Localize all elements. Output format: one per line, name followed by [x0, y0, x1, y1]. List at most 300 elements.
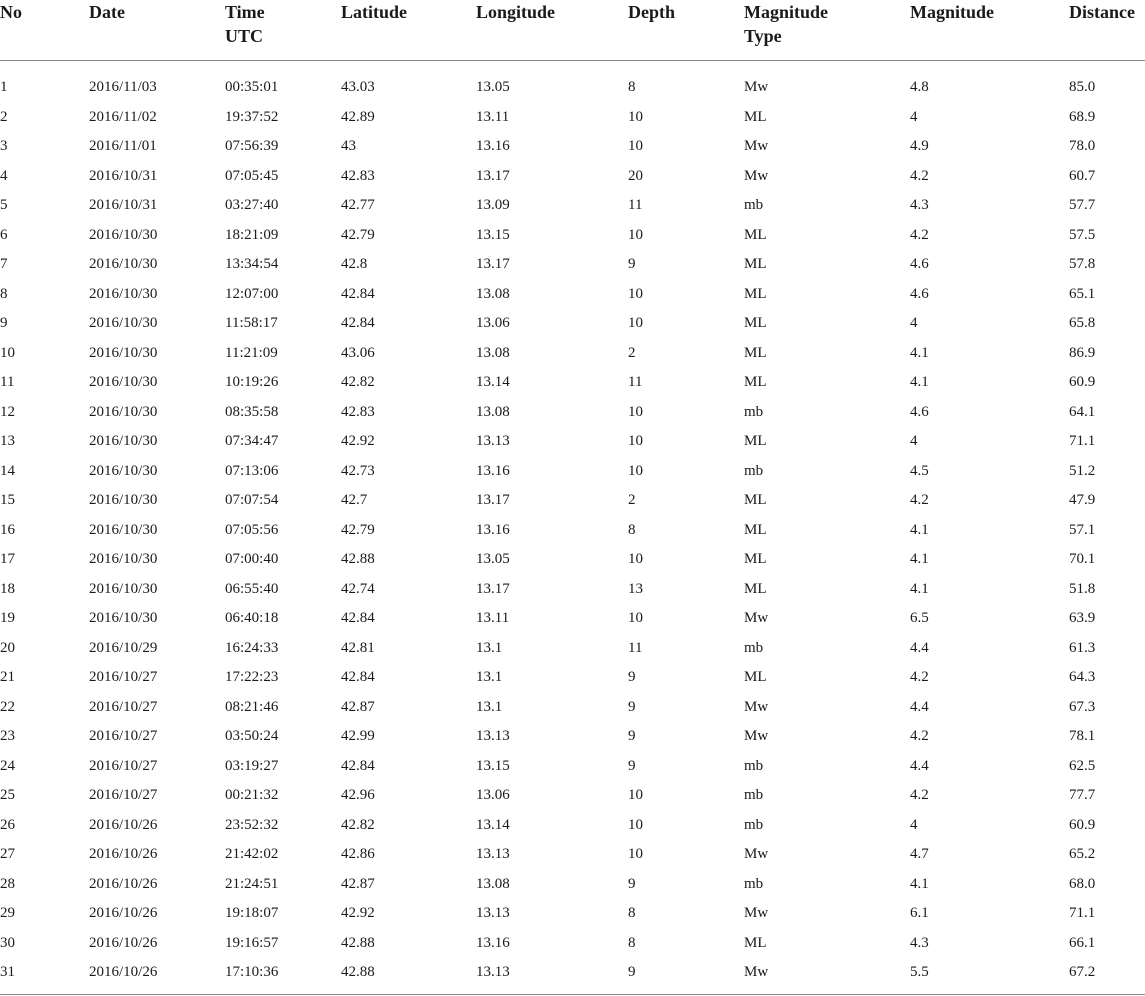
cell-longitude: 13.08 [476, 875, 510, 892]
table-row [0, 132, 1145, 162]
cell-longitude: 13.14 [476, 374, 510, 391]
table-row [0, 427, 1145, 457]
table-row [0, 162, 1145, 192]
cell-longitude: 13.1 [476, 698, 503, 715]
cell-latitude: 42.82 [341, 816, 375, 833]
cell-latitude: 42.87 [341, 875, 375, 892]
cell-depth: 10 [628, 610, 643, 627]
table-row [0, 191, 1145, 221]
header-date [89, 0, 225, 61]
cell-time-utc: 00:21:32 [225, 787, 279, 804]
cell-no: 22 [0, 698, 15, 715]
cell-magnitude-type: Mw [744, 79, 769, 96]
cell-magnitude: 6.1 [910, 905, 929, 922]
cell-no: 13 [0, 433, 15, 450]
cell-magnitude: 5.5 [910, 958, 1069, 994]
cell-no: 27 [0, 846, 15, 863]
table-row [0, 929, 1145, 959]
cell-magnitude-type: ML [744, 108, 767, 125]
cell-depth: 9 [628, 728, 636, 745]
cell-magnitude: 4.1 [910, 551, 929, 568]
cell-depth: 10 [628, 108, 643, 125]
header-label: Magnitude [910, 2, 995, 22]
header-label: Magnitude Type [744, 2, 829, 46]
cell-date: 2016/11/02 [89, 108, 157, 125]
table-row [0, 722, 1145, 752]
cell-magnitude: 4 [910, 315, 918, 332]
table-row [0, 840, 1145, 870]
header-time-utc [225, 0, 341, 61]
cell-magnitude: 4.2 [910, 669, 929, 686]
cell-magnitude-type: ML [744, 256, 767, 273]
cell-depth: 11 [628, 197, 643, 214]
cell-longitude: 13.15 [476, 226, 510, 243]
cell-time-utc: 07:00:40 [225, 551, 279, 568]
cell-magnitude-type: mb [744, 639, 764, 656]
cell-no: 26 [0, 816, 15, 833]
cell-latitude: 42.79 [341, 521, 375, 538]
table-row [0, 545, 1145, 575]
cell-longitude: 13.06 [476, 787, 510, 804]
cell-no: 6 [0, 226, 8, 243]
cell-latitude: 43 [341, 138, 356, 155]
cell-date: 2016/11/03 [89, 79, 157, 96]
cell-no: 4 [0, 167, 8, 184]
cell-depth: 10 [628, 462, 643, 479]
cell-depth: 11 [628, 374, 643, 391]
cell-latitude: 42.99 [341, 728, 375, 745]
cell-latitude: 42.88 [341, 958, 476, 994]
cell-time-utc: 07:07:54 [225, 492, 279, 509]
cell-magnitude-type: mb [744, 787, 764, 804]
cell-distance: 77.7 [1069, 787, 1096, 804]
cell-distance: 65.8 [1069, 315, 1096, 332]
cell-distance: 68.9 [1069, 108, 1096, 125]
cell-longitude: 13.13 [476, 433, 510, 450]
cell-no: 11 [0, 374, 15, 391]
cell-date: 2016/10/30 [89, 521, 158, 538]
cell-depth: 10 [628, 816, 643, 833]
cell-distance: 62.5 [1069, 757, 1096, 774]
header-longitude [476, 0, 628, 61]
cell-date: 2016/10/30 [89, 551, 158, 568]
table-row [0, 604, 1145, 634]
cell-longitude: 13.17 [476, 580, 510, 597]
cell-distance: 78.1 [1069, 728, 1096, 745]
cell-longitude: 13.05 [476, 79, 510, 96]
header-no [0, 0, 89, 61]
table-row [0, 516, 1145, 546]
cell-date: 2016/10/29 [89, 639, 158, 656]
cell-magnitude-type: ML [744, 285, 767, 302]
header-label: No [0, 2, 22, 22]
cell-no: 16 [0, 521, 15, 538]
cell-depth: 10 [628, 787, 643, 804]
cell-distance: 64.1 [1069, 403, 1096, 420]
cell-no: 23 [0, 728, 15, 745]
cell-time-utc: 08:35:58 [225, 403, 279, 420]
cell-distance: 63.9 [1069, 610, 1096, 627]
cell-time-utc: 19:16:57 [225, 934, 279, 951]
header-label: Latitude [341, 2, 408, 22]
cell-time-utc: 07:05:56 [225, 521, 279, 538]
cell-depth: 9 [628, 875, 636, 892]
cell-magnitude-type: ML [744, 934, 767, 951]
table-row [0, 958, 1145, 994]
cell-date: 2016/10/30 [89, 315, 158, 332]
cell-depth: 10 [628, 226, 643, 243]
cell-magnitude: 4.1 [910, 344, 929, 361]
cell-time-utc: 07:05:45 [225, 167, 279, 184]
cell-no: 15 [0, 492, 15, 509]
cell-no: 12 [0, 403, 15, 420]
table-row [0, 693, 1145, 723]
table-row [0, 309, 1145, 339]
cell-latitude: 42.73 [341, 462, 375, 479]
cell-depth: 9 [628, 256, 636, 273]
cell-longitude: 13.1 [476, 639, 503, 656]
cell-magnitude-type: Mw [744, 728, 769, 745]
cell-date: 2016/10/26 [89, 816, 158, 833]
cell-date: 2016/10/30 [89, 374, 158, 391]
cell-date: 2016/10/31 [89, 167, 158, 184]
header-row [0, 0, 1145, 61]
table-row [0, 457, 1145, 487]
cell-latitude: 42.74 [341, 580, 375, 597]
cell-latitude: 42.7 [341, 492, 368, 509]
cell-longitude: 13.14 [476, 816, 510, 833]
cell-time-utc: 06:55:40 [225, 580, 279, 597]
cell-longitude: 13.09 [476, 197, 510, 214]
cell-depth: 10 [628, 315, 643, 332]
table-row [0, 368, 1145, 398]
cell-time-utc: 21:24:51 [225, 875, 279, 892]
cell-magnitude: 4 [910, 108, 918, 125]
cell-time-utc: 03:19:27 [225, 757, 279, 774]
cell-distance: 67.2 [1069, 958, 1145, 994]
cell-time-utc: 07:13:06 [225, 462, 279, 479]
cell-depth: 10 [628, 403, 643, 420]
cell-distance: 68.0 [1069, 875, 1096, 892]
cell-magnitude: 4.3 [910, 934, 929, 951]
cell-latitude: 42.96 [341, 787, 375, 804]
cell-distance: 66.1 [1069, 934, 1096, 951]
cell-depth: 10 [628, 433, 643, 450]
cell-date: 2016/10/30 [89, 610, 158, 627]
cell-no: 21 [0, 669, 15, 686]
header-latitude [341, 0, 476, 61]
cell-date: 2016/10/30 [89, 403, 158, 420]
cell-distance: 51.8 [1069, 580, 1096, 597]
cell-time-utc: 16:24:33 [225, 639, 279, 656]
cell-longitude: 13.1 [476, 669, 503, 686]
table-row [0, 899, 1145, 929]
cell-magnitude: 4.1 [910, 374, 929, 391]
table-body [0, 61, 1145, 995]
cell-longitude: 13.16 [476, 138, 510, 155]
cell-date: 2016/10/27 [89, 757, 158, 774]
cell-time-utc: 07:34:47 [225, 433, 279, 450]
cell-magnitude-type: Mw [744, 610, 769, 627]
cell-magnitude-type: ML [744, 521, 767, 538]
cell-latitude: 42.88 [341, 551, 375, 568]
cell-distance: 71.1 [1069, 433, 1096, 450]
cell-longitude: 13.17 [476, 256, 510, 273]
cell-time-utc: 13:34:54 [225, 256, 279, 273]
cell-depth: 2 [628, 344, 636, 361]
cell-no: 14 [0, 462, 15, 479]
table-row [0, 486, 1145, 516]
cell-depth: 9 [628, 958, 744, 994]
table-row [0, 663, 1145, 693]
cell-date: 2016/11/01 [89, 138, 157, 155]
cell-latitude: 43.03 [341, 79, 375, 96]
cell-no: 25 [0, 787, 15, 804]
cell-depth: 13 [628, 580, 643, 597]
cell-magnitude: 4.4 [910, 757, 929, 774]
cell-depth: 20 [628, 167, 643, 184]
cell-depth: 8 [628, 521, 636, 538]
cell-distance: 57.8 [1069, 256, 1096, 273]
cell-longitude: 13.17 [476, 492, 510, 509]
cell-date: 2016/10/31 [89, 197, 158, 214]
cell-latitude: 42.92 [341, 905, 375, 922]
cell-magnitude-type: mb [744, 197, 764, 214]
table-row [0, 781, 1145, 811]
cell-magnitude-type: Mw [744, 846, 769, 863]
cell-time-utc: 19:37:52 [225, 108, 279, 125]
cell-distance: 85.0 [1069, 79, 1096, 96]
cell-date: 2016/10/26 [89, 958, 225, 994]
cell-depth: 8 [628, 905, 636, 922]
cell-magnitude-type: Mw [744, 167, 769, 184]
cell-time-utc: 21:42:02 [225, 846, 279, 863]
cell-depth: 9 [628, 757, 636, 774]
header-label: Time UTC [225, 2, 265, 46]
cell-depth: 8 [628, 79, 636, 96]
cell-depth: 10 [628, 846, 643, 863]
cell-depth: 8 [628, 934, 636, 951]
cell-magnitude-type: mb [744, 816, 764, 833]
cell-magnitude-type: ML [744, 344, 767, 361]
cell-no: 9 [0, 315, 8, 332]
cell-magnitude: 4.5 [910, 462, 929, 479]
cell-magnitude-type: Mw [744, 698, 769, 715]
cell-no: 24 [0, 757, 15, 774]
cell-no: 8 [0, 285, 8, 302]
cell-magnitude: 4.2 [910, 787, 929, 804]
cell-magnitude-type: ML [744, 315, 767, 332]
cell-date: 2016/10/27 [89, 669, 158, 686]
cell-time-utc: 10:19:26 [225, 374, 279, 391]
cell-no: 28 [0, 875, 15, 892]
cell-distance: 60.7 [1069, 167, 1096, 184]
cell-latitude: 42.84 [341, 315, 375, 332]
cell-date: 2016/10/27 [89, 728, 158, 745]
cell-time-utc: 17:22:23 [225, 669, 279, 686]
table-row [0, 634, 1145, 664]
cell-longitude: 13.13 [476, 846, 510, 863]
cell-longitude: 13.05 [476, 551, 510, 568]
cell-latitude: 42.81 [341, 639, 375, 656]
header-label: Longitude [476, 2, 556, 22]
cell-latitude: 42.84 [341, 285, 375, 302]
cell-magnitude-type: Mw [744, 958, 910, 994]
cell-longitude: 13.15 [476, 757, 510, 774]
cell-no: 31 [0, 958, 89, 994]
cell-date: 2016/10/30 [89, 433, 158, 450]
cell-distance: 60.9 [1069, 374, 1096, 391]
cell-longitude: 13.08 [476, 285, 510, 302]
cell-magnitude: 4.6 [910, 256, 929, 273]
cell-longitude: 13.08 [476, 403, 510, 420]
cell-longitude: 13.16 [476, 462, 510, 479]
cell-longitude: 13.06 [476, 315, 510, 332]
cell-depth: 10 [628, 138, 643, 155]
cell-no: 2 [0, 108, 8, 125]
cell-distance: 60.9 [1069, 816, 1096, 833]
cell-distance: 51.2 [1069, 462, 1096, 479]
cell-magnitude: 4.4 [910, 639, 929, 656]
cell-longitude: 13.11 [476, 108, 510, 125]
cell-latitude: 42.89 [341, 108, 375, 125]
cell-latitude: 42.86 [341, 846, 375, 863]
cell-time-utc: 17:10:36 [225, 958, 341, 994]
cell-depth: 9 [628, 698, 636, 715]
cell-no: 7 [0, 256, 8, 273]
cell-no: 18 [0, 580, 15, 597]
cell-time-utc: 08:21:46 [225, 698, 279, 715]
cell-magnitude: 4.2 [910, 728, 929, 745]
cell-time-utc: 03:27:40 [225, 197, 279, 214]
cell-magnitude: 4.9 [910, 138, 929, 155]
cell-magnitude-type: ML [744, 433, 767, 450]
cell-magnitude-type: mb [744, 757, 764, 774]
cell-no: 3 [0, 138, 8, 155]
cell-magnitude-type: ML [744, 492, 767, 509]
cell-date: 2016/10/26 [89, 934, 158, 951]
cell-time-utc: 11:21:09 [225, 344, 278, 361]
cell-longitude: 13.16 [476, 934, 510, 951]
cell-time-utc: 06:40:18 [225, 610, 279, 627]
cell-latitude: 42.84 [341, 610, 375, 627]
cell-latitude: 42.82 [341, 374, 375, 391]
cell-longitude: 13.13 [476, 728, 510, 745]
cell-latitude: 42.87 [341, 698, 375, 715]
cell-date: 2016/10/26 [89, 905, 158, 922]
cell-date: 2016/10/30 [89, 580, 158, 597]
cell-no: 20 [0, 639, 15, 656]
cell-latitude: 42.83 [341, 167, 375, 184]
cell-distance: 57.5 [1069, 226, 1096, 243]
cell-time-utc: 19:18:07 [225, 905, 279, 922]
table-row [0, 221, 1145, 251]
table-row [0, 280, 1145, 310]
cell-magnitude-type: Mw [744, 905, 769, 922]
cell-magnitude: 4 [910, 433, 918, 450]
table-row [0, 250, 1145, 280]
cell-magnitude: 4.7 [910, 846, 929, 863]
cell-no: 10 [0, 344, 15, 361]
cell-latitude: 42.92 [341, 433, 375, 450]
cell-magnitude-type: ML [744, 226, 767, 243]
cell-no: 1 [0, 79, 8, 96]
cell-distance: 57.7 [1069, 197, 1096, 214]
cell-distance: 70.1 [1069, 551, 1096, 568]
cell-magnitude: 4.1 [910, 580, 929, 597]
cell-magnitude: 4.8 [910, 79, 929, 96]
cell-magnitude-type: mb [744, 875, 764, 892]
cell-no: 29 [0, 905, 15, 922]
header-distance [1069, 0, 1145, 61]
cell-distance: 64.3 [1069, 669, 1096, 686]
cell-longitude: 13.13 [476, 958, 628, 994]
cell-time-utc: 23:52:32 [225, 816, 279, 833]
cell-magnitude-type: ML [744, 551, 767, 568]
cell-date: 2016/10/26 [89, 875, 158, 892]
cell-depth: 2 [628, 492, 636, 509]
cell-distance: 67.3 [1069, 698, 1096, 715]
cell-magnitude: 4.2 [910, 167, 929, 184]
cell-distance: 61.3 [1069, 639, 1096, 656]
cell-distance: 65.2 [1069, 846, 1096, 863]
cell-magnitude-type: ML [744, 580, 767, 597]
cell-latitude: 42.77 [341, 197, 375, 214]
cell-depth: 10 [628, 285, 643, 302]
table-row [0, 398, 1145, 428]
cell-longitude: 13.13 [476, 905, 510, 922]
table-row [0, 811, 1145, 841]
cell-longitude: 13.16 [476, 521, 510, 538]
cell-magnitude-type: ML [744, 669, 767, 686]
cell-time-utc: 11:58:17 [225, 315, 278, 332]
header-depth [628, 0, 744, 61]
header-magnitude [910, 0, 1069, 61]
cell-no: 30 [0, 934, 15, 951]
cell-distance: 65.1 [1069, 285, 1096, 302]
cell-depth: 9 [628, 669, 636, 686]
cell-magnitude: 4.1 [910, 521, 929, 538]
header-label: Distance [1069, 2, 1135, 22]
cell-distance: 47.9 [1069, 492, 1096, 509]
cell-date: 2016/10/26 [89, 846, 158, 863]
cell-magnitude: 4.1 [910, 875, 929, 892]
cell-magnitude: 4.6 [910, 285, 929, 302]
table-row [0, 752, 1145, 782]
cell-magnitude-type: mb [744, 462, 764, 479]
table-header [0, 0, 1145, 61]
cell-magnitude-type: ML [744, 374, 767, 391]
cell-depth: 11 [628, 639, 643, 656]
cell-distance: 86.9 [1069, 344, 1096, 361]
cell-magnitude: 4.2 [910, 492, 929, 509]
cell-depth: 10 [628, 551, 643, 568]
cell-latitude: 42.84 [341, 669, 375, 686]
cell-longitude: 13.08 [476, 344, 510, 361]
cell-time-utc: 07:56:39 [225, 138, 279, 155]
cell-distance: 57.1 [1069, 521, 1096, 538]
cell-time-utc: 03:50:24 [225, 728, 279, 745]
cell-date: 2016/10/30 [89, 256, 158, 273]
table-row [0, 61, 1145, 103]
cell-magnitude: 4.4 [910, 698, 929, 715]
cell-distance: 78.0 [1069, 138, 1096, 155]
cell-date: 2016/10/30 [89, 285, 158, 302]
cell-magnitude: 4.2 [910, 226, 929, 243]
cell-latitude: 42.83 [341, 403, 375, 420]
cell-magnitude: 6.5 [910, 610, 929, 627]
cell-longitude: 13.11 [476, 610, 510, 627]
